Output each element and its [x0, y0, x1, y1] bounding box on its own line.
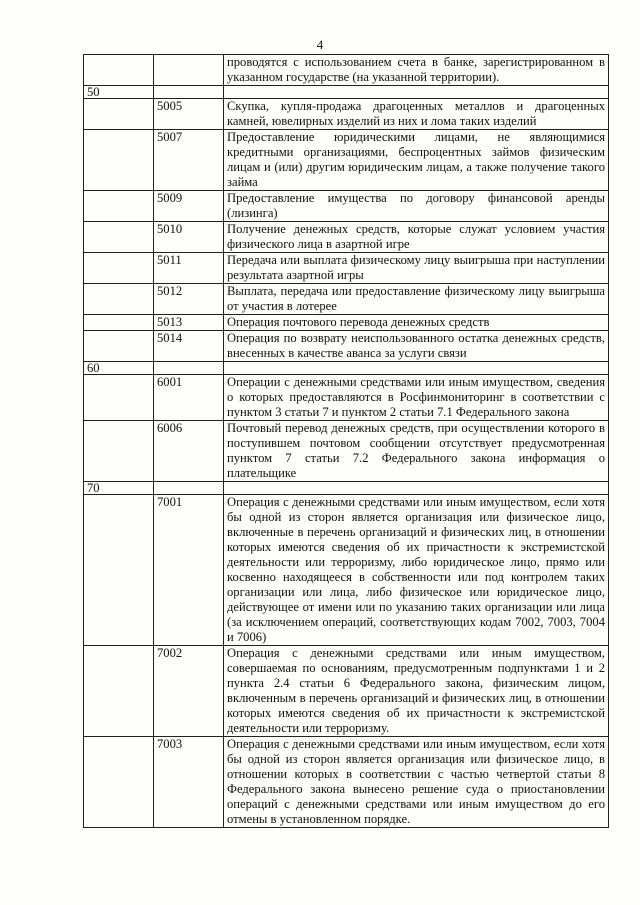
table-row — [84, 253, 609, 284]
operation-code-cell: 7001 — [154, 495, 224, 646]
operation-code-cell: 5005 — [154, 99, 224, 130]
operation-code-cell: 7002 — [154, 646, 224, 737]
operation-code-cell: 5012 — [154, 284, 224, 315]
table-row — [84, 737, 609, 828]
group-code-cell — [84, 495, 154, 646]
group-code-cell — [84, 737, 154, 828]
operation-code-cell: 6001 — [154, 375, 224, 421]
operation-description-cell: Операция по возврату неиспользованного остатка денежных средств, внесенных в качестве аванса за услуги связи — [224, 331, 609, 362]
group-code-cell — [84, 646, 154, 737]
table-row — [84, 55, 609, 86]
table-row — [84, 191, 609, 222]
operation-description-cell: Предоставление юридическими лицами, не являющимися кредитными организациями, беспроцентных займов физическим лицам и (или) другим юридическим лицам, а также получение такого займа — [224, 130, 609, 191]
group-code-cell — [84, 55, 154, 86]
operation-description-cell: Операция с денежными средствами или иным имуществом, если хотя бы одной из сторон является организация или физическое лицо, в отношении которых в соответствии с частью четвертой статьи 8 Федерального закона вынесено решение суда о приостановлении операций с денежными средствами или иным имуществом до его отмены в установленном порядке. — [224, 737, 609, 828]
operation-code-cell — [154, 362, 224, 375]
operation-code-cell: 5010 — [154, 222, 224, 253]
operation-code-cell — [154, 86, 224, 99]
table-row-group — [84, 86, 609, 99]
table-row-group — [84, 362, 609, 375]
operation-description-cell: Операция почтового перевода денежных средств — [224, 315, 609, 331]
table-row — [84, 646, 609, 737]
table-row — [84, 99, 609, 130]
operation-code-cell: 5011 — [154, 253, 224, 284]
operation-code-cell — [154, 55, 224, 86]
group-code-cell — [84, 222, 154, 253]
group-code-cell — [84, 253, 154, 284]
operation-description-cell: Операция с денежными средствами или иным имуществом, совершаемая по основаниям, предусмотренным подпунктами 1 и 2 пункта 2.4 статьи 6 Федерального закона, физическим лицом, включенным в перечень организаций и физических лиц, в отношении которых имеются сведения об их причастности к экстремистской деятельности или терроризму. — [224, 646, 609, 737]
operation-code-cell: 5009 — [154, 191, 224, 222]
operation-description-cell: проводятся с использованием счета в банке, зарегистрированном в указанном государстве (на указанной территории). — [224, 55, 609, 86]
operation-code-cell: 5014 — [154, 331, 224, 362]
group-code-cell — [84, 315, 154, 331]
table-row — [84, 375, 609, 421]
operation-code-cell: 5013 — [154, 315, 224, 331]
operation-code-cell: 6006 — [154, 421, 224, 482]
operation-description-cell — [224, 482, 609, 495]
group-code-cell — [84, 375, 154, 421]
table-row — [84, 421, 609, 482]
operation-description-cell: Операция с денежными средствами или иным имуществом, если хотя бы одной из сторон является организация или физическое лицо, включенные в перечень организаций и физических лиц, в отношении которых имеются сведения об их причастности к экстремистской деятельности или терроризму, либо юридическое лицо, прямо или косвенно находящееся в собственности или под контролем таких организации или лица, либо физическое или юридическое лицо, действующее от имени или по указанию таких организации или лица (за исключением операций, соответствующих кодам 7002, 7003, 7004 и 7006) — [224, 495, 609, 646]
table-row — [84, 222, 609, 253]
group-code-cell: 60 — [84, 362, 154, 375]
operation-description-cell: Скупка, купля-продажа драгоценных металлов и драгоценных камней, ювелирных изделий из них и лома таких изделий — [224, 99, 609, 130]
operation-description-cell — [224, 86, 609, 99]
operation-description-cell — [224, 362, 609, 375]
table-row — [84, 495, 609, 646]
group-code-cell — [84, 99, 154, 130]
operation-description-cell: Передача или выплата физическому лицу выигрыша при наступлении результата азартной игры — [224, 253, 609, 284]
operation-code-cell — [154, 482, 224, 495]
operation-description-cell: Операции с денежными средствами или иным имуществом, сведения о которых предоставляются в Росфинмониторинг в соответствии с пунктом 3 статьи 7 и пунктом 2 статьи 7.1 Федерального закона — [224, 375, 609, 421]
group-code-cell — [84, 284, 154, 315]
operations-code-table — [83, 54, 609, 828]
operation-description-cell: Получение денежных средств, которые служат условием участия физического лица в азартной игре — [224, 222, 609, 253]
table-row — [84, 315, 609, 331]
table-row — [84, 331, 609, 362]
operation-code-cell: 7003 — [154, 737, 224, 828]
group-code-cell — [84, 421, 154, 482]
operation-description-cell: Почтовый перевод денежных средств, при осуществлении которого в поступившем почтовом сообщении отсутствует предусмотренная пунктом 7 статьи 7.2 Федерального закона информация о плательщике — [224, 421, 609, 482]
group-code-cell — [84, 130, 154, 191]
group-code-cell: 70 — [84, 482, 154, 495]
group-code-cell: 50 — [84, 86, 154, 99]
table-row — [84, 284, 609, 315]
operation-code-cell: 5007 — [154, 130, 224, 191]
table-row-group — [84, 482, 609, 495]
operation-description-cell: Выплата, передача или предоставление физическому лицу выигрыша от участия в лотерее — [224, 284, 609, 315]
group-code-cell — [84, 191, 154, 222]
group-code-cell — [84, 331, 154, 362]
page-number: 4 — [316, 37, 324, 52]
operation-description-cell: Предоставление имущества по договору финансовой аренды (лизинга) — [224, 191, 609, 222]
table-row — [84, 130, 609, 191]
